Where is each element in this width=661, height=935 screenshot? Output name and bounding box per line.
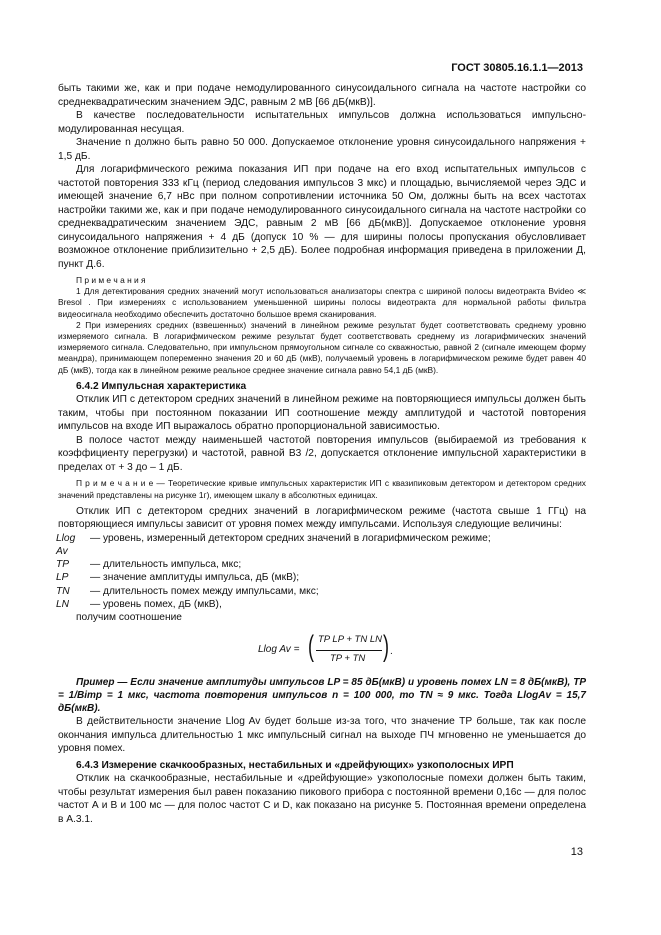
document-header: ГОСТ 30805.16.1.1—2013 — [451, 62, 583, 74]
fraction-bar — [316, 650, 382, 651]
paragraph: Отклик на скачкообразные, нестабильные и «дрейфующие» узкополосные помехи должен быть таким, чтобы результат измерения был равен показанию пикового прибора с постоянной времени 0,16с — для полос частот А и В и 100 мс — для полос частот С и D, как показано на рисунке 5. Постоянная времени определена в А.3.1. — [58, 773, 586, 825]
page-number: 13 — [570, 846, 583, 858]
paragraph: Отклик ИП с детектором средних значений в логарифмическом режиме (частота свыше 1 ГГц) на повторяющиеся импульсы зависит от уровня помех между импульсами. Используя следующие величины: — [58, 505, 586, 531]
definition-row — [56, 585, 495, 598]
definition-row — [56, 598, 495, 611]
section-heading: 6.4.2 Импульсная характеристика — [76, 380, 247, 392]
notes-title: П р и м е ч а н и я — [76, 275, 146, 285]
definition-text: — длительность помех между импульсами, мкс; — [90, 585, 319, 597]
definition-symbol: Llog Av — [56, 532, 76, 557]
definition-row — [56, 571, 495, 584]
definition-symbol: TP — [56, 559, 70, 571]
formula-denominator: TP + TN — [330, 653, 366, 665]
definitions-list — [56, 532, 495, 611]
definition-text: — уровень помех, дБ (мкВ), — [90, 598, 222, 610]
definition-symbol: TN — [56, 585, 70, 597]
definition-symbol: LN — [56, 598, 70, 610]
note-item: 1 Для детектирования средних значений могут использоваться анализаторы спектра с шириной полосы видеотракта Bvideo ≪ Bresol . При измерениях с использованием уменьшенной ширины полосы видеотракта для нормальной работы фильтра видеосигнала необходимо обеспечить достаточно большое время сканирования. — [58, 286, 586, 319]
note-item: П р и м е ч а н и е — Теоретические кривые импульсных характеристик ИП с квазипиковым детектором и детектором средних значений представлены на рисунке 1г), имеющем шкалу в абсолютных единицах. — [58, 478, 586, 500]
definition-text: — уровень, измеренный детектором средних значений в логарифмическом режиме; — [90, 532, 491, 544]
formula-right-paren: ) — [383, 630, 389, 664]
definition-row — [56, 558, 495, 571]
paragraph: В полосе частот между наименьшей частотой повторения импульсов (выбираемой из требования к коэффициенту перегрузки) и частотой, равной B3 /2, допускается отклонение импульсной характеристики в пределах от + 3 до – 1 дБ. — [58, 434, 586, 473]
note-item: 2 При измерениях средних (взвешенных) значений в линейном режиме результат будет соответствовать среднему уровню измеряемого сигнала. В логарифмическом режиме результат будет соответствовать среднему из логарифмических значений измеряемого сигнала. Следовательно, при импульсном прямоугольном сигнале со скважностью, равной 2 (сигнале имеющем форму меандра), принимающем попеременно значения 20 и 60 дБ (мкВ), получаемый уровень в логарифмическом режиме будет равен 40 дБ (мкВ), тогда как в линейном режиме реальное среднее значение сигнала равно 54,1 дБ (мкВ). — [58, 319, 586, 375]
formula-numerator: TP LP + TN LN — [318, 634, 382, 646]
formula — [58, 630, 586, 672]
paragraph: быть такими же, как и при подаче немодулированного синусоидального сигнала на частоте настройки со среднеквадратическим значением ЭДС, равным 2 мВ [66 дБ(мкВ)]. — [58, 83, 586, 108]
formula-lhs: Llog Av = — [258, 644, 300, 656]
example-paragraph: Пример — Если значение амплитуды импульсов LP = 85 дБ(мкВ) и уровень помех LN = 8 дБ(мкВ), TP = 1/Bimp = 1 мкс, частота повторения импульсов n = 100 000, то TN ≈ 9 мкс. Тогда LlogAv = 15,7 дБ(мкВ). — [58, 677, 586, 715]
section-heading: 6.4.3 Измерение скачкообразных, нестабильных и «дрейфующих» узкополосных ИРП — [76, 759, 514, 771]
formula-left-paren: ( — [308, 630, 314, 664]
page-content — [58, 82, 586, 826]
definition-text: — длительность импульса, мкс; — [90, 559, 242, 571]
paragraph: В действительности значение Llog Av будет больше из-за того, что значение TP больше, так как после окончания импульса длительностью 1 мкс импульсный сигнал на выходе ПЧ мгновенно не уменьшается до уровня помех. — [58, 716, 586, 755]
paragraph: Отклик ИП с детектором средних значений в линейном режиме на повторяющиеся импульсы должен быть таким, чтобы при постоянном показании ИП соотношение между амплитудой и частотой повторения импульсов на входе ИП выражалось обратно пропорциональной зависимостью. — [58, 394, 586, 433]
definition-text: — значение амплитуды импульса, дБ (мкВ); — [90, 572, 300, 584]
paragraph: Для логарифмического режима показания ИП при подаче на его вход испытательных импульсов с частотой повторения 333 кГц (период следования импульсов 3 мкс) и площадью, вычисляемой через ЭДС и имеющей значение 6,7 нВс при полном сопротивлении источника 50 Ом, должны быть на всех частотах настройки такими же, как и при подаче немодулированного синусоидального сигнала на частоте настройки со среднеквадратическим значением ЭДС, равным 2 мВ [66 дБ(мкВ)]. Допускаемое отклонение уровня синусоидального напряжения + 4 дБ (допуск 10 % — для ширины полосы пропускания обусловливает возможное отклонение приблизительно + 2,5 дБ). Более подробная информация приведена в приложении Д, пункт Д.6. — [58, 164, 586, 270]
paragraph: получим соотношение — [76, 611, 182, 623]
paragraph: Значение n должно быть равно 50 000. Допускаемое отклонение уровня синусоидального напряжения + 1,5 дБ. — [58, 137, 586, 162]
formula-period: . — [390, 646, 393, 658]
definition-row — [56, 532, 495, 558]
definition-symbol: LP — [56, 572, 69, 584]
paragraph: В качестве последовательности испытательных импульсов должна использоваться импульсно-модулированная несущая. — [58, 110, 586, 135]
